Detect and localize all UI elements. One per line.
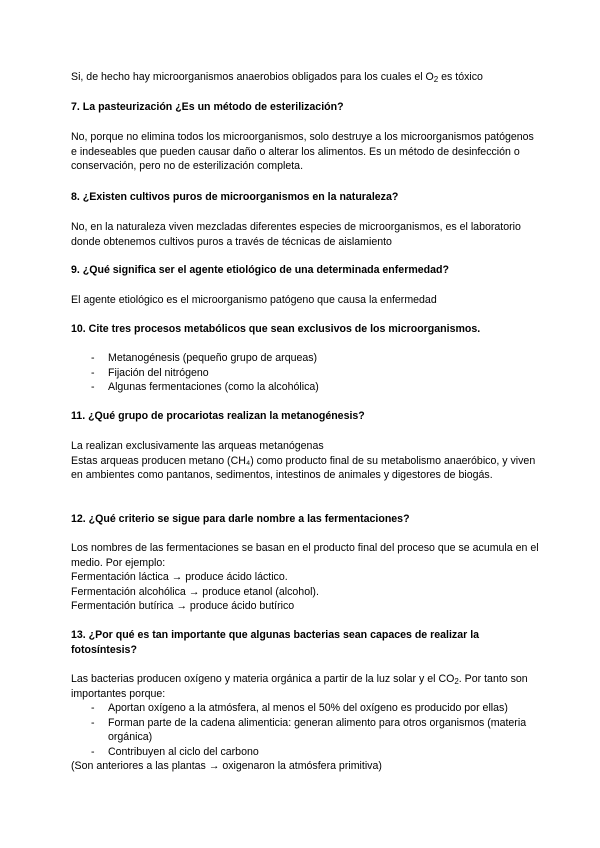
q12-answer-text: Los nombres de las fermentaciones se basan en el producto final del proceso que se acumula en el medio. Por ejemplo: bbox=[71, 542, 539, 569]
q13-answer-subscript: 2 bbox=[454, 677, 459, 686]
intro-subscript: 2 bbox=[433, 75, 439, 84]
list-item: - Metanogénesis (pequeño grupo de arqueas) bbox=[91, 352, 318, 364]
list-item-text: Forman parte de la cadena alimenticia: generan alimento para otros organismos (materia orgánica) bbox=[108, 716, 527, 743]
q13-answer-text bbox=[71, 672, 541, 701]
list-item-text: Aportan oxígeno a la atmósfera, al menos el 50% del oxígeno es producido por ellas) bbox=[108, 702, 508, 714]
q13-answer-post: . Por tanto son importantes porque: bbox=[71, 673, 528, 700]
list-item-text: Algunas fermentaciones (como la alcohólica) bbox=[108, 381, 319, 393]
list-item-text: Fijación del nitrógeno bbox=[108, 366, 209, 379]
q13-note: (Son anteriores a las plantas → oxigenaron la atmósfera primitiva) bbox=[71, 760, 382, 772]
q10-list bbox=[71, 351, 541, 395]
q7-answer: No, porque no elimina todos los microorganismos, solo destruye a los microorganismos patógenos e indeseables que pueden causar daño o alterar los alimentos. Es un método de desinfección o conservación, pero no de esterilización completa. bbox=[71, 131, 534, 172]
list-item: - Forman parte de la cadena alimenticia: generan alimento para otros organismos (materia orgánica) bbox=[91, 716, 527, 743]
q12-example: Fermentación alcohólica → produce etanol (alcohol). bbox=[71, 585, 319, 598]
q11-heading: 11. ¿Qué grupo de procariotas realizan la metanogénesis? bbox=[71, 410, 365, 422]
intro-text: Si, de hecho hay microorganismos anaerobios obligados para los cuales el O bbox=[71, 71, 434, 83]
list-item: - Aportan oxígeno a la atmósfera, al menos el 50% del oxígeno es producido por ellas) bbox=[91, 702, 508, 714]
q12-heading: 12. ¿Qué criterio se sigue para darle nombre a las fermentaciones? bbox=[71, 513, 410, 525]
intro-text-end: es tóxico bbox=[438, 71, 483, 83]
q11-answer bbox=[71, 439, 541, 483]
q13-answer bbox=[71, 672, 541, 774]
list-item: - Algunas fermentaciones (como la alcohólica) bbox=[91, 381, 319, 393]
q10-heading: 10. Cite tres procesos metabólicos que sean exclusivos de los microorganismos. bbox=[71, 323, 481, 335]
q12-example: Fermentación butírica → produce ácido butírico bbox=[71, 600, 295, 612]
intro-paragraph bbox=[71, 70, 541, 85]
q12-answer bbox=[71, 541, 541, 614]
list-item-text: Contribuyen al ciclo del carbono bbox=[108, 745, 259, 758]
q8-answer: No, en la naturaleza viven mezcladas diferentes especies de microorganismos, es el laboratorio donde obtenemos cultivos puros a través de técnicas de aislamiento bbox=[71, 221, 521, 248]
q13-answer-pre: Las bacterias producen oxígeno y materia orgánica a partir de la luz solar y el CO bbox=[71, 673, 455, 685]
q7-heading: 7. La pasteurización ¿Es un método de esterilización? bbox=[71, 101, 344, 113]
list-item-text: Metanogénesis (pequeño grupo de arqueas) bbox=[108, 352, 318, 364]
q12-example: Fermentación láctica → produce ácido láctico. bbox=[71, 571, 288, 583]
q8-heading: 8. ¿Existen cultivos puros de microorganismos en la naturaleza? bbox=[71, 191, 399, 203]
q11-answer-line1: La realizan exclusivamente las arqueas metanógenas bbox=[71, 440, 324, 452]
q13-heading: 13. ¿Por qué es tan importante que algunas bacterias sean capaces de realizar la fotosíntesis? bbox=[71, 629, 480, 656]
q13-list bbox=[71, 701, 541, 759]
list-item: - Contribuyen al ciclo del carbono bbox=[91, 745, 259, 758]
q9-answer: El agente etiológico es el microorganismo patógeno que causa la enfermedad bbox=[71, 294, 437, 306]
list-item: - Fijación del nitrógeno bbox=[91, 366, 209, 379]
q9-heading: 9. ¿Qué significa ser el agente etiológico de una determinada enfermedad? bbox=[71, 264, 449, 276]
q11-answer-line2: Estas arqueas producen metano (CH₄) como producto final de su metabolismo anaeróbico, y viven en ambientes como pantanos, sedimentos, intestinos de animales y digestores de biogás. bbox=[71, 454, 536, 481]
